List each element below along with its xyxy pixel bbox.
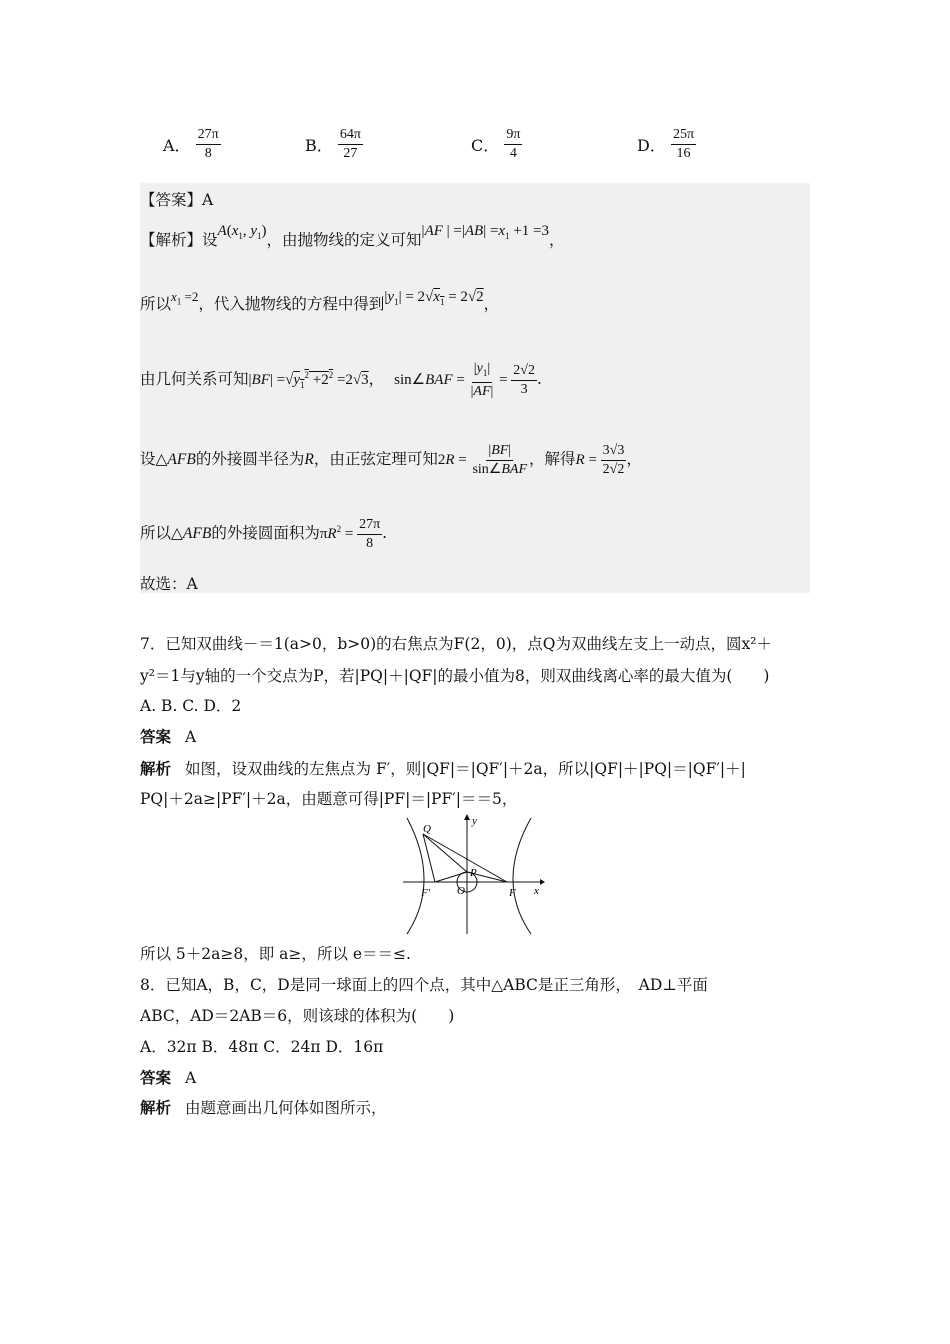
label-o: O [457, 885, 465, 897]
text: 所以 [140, 295, 172, 313]
formula-r-value: R = $\frac{3√3}{2√2}$ [575, 443, 625, 477]
label-x: x [534, 885, 539, 897]
option-fraction [671, 126, 696, 163]
option-letter: A． [163, 136, 191, 155]
answer-value: A [185, 1069, 197, 1087]
text: ，由正弦定理可知 [313, 449, 438, 468]
text: 所以△ [140, 523, 183, 542]
formula-sin-baf: sin∠BAF = $\frac{|y_1|}{|AF|}$ = $\frac{2√2}{3}$ [394, 361, 535, 399]
q7-answer [140, 725, 196, 747]
text: ，代入抛物线的方程中得到 [198, 295, 385, 313]
analysis-text: 由题意画出几何体如图所示， [185, 1099, 387, 1117]
option-letter: D． [637, 136, 666, 155]
analysis-line-5 [140, 516, 387, 553]
segment-qp [423, 834, 467, 872]
option-a [163, 126, 221, 163]
formula-x1: x1 =2 [171, 289, 199, 307]
label-y: y [472, 815, 477, 827]
x-axis-arrow [540, 879, 545, 885]
q8-line-2: ABC，AD＝2AB＝6，则该球的体积为( ) [140, 1007, 455, 1025]
text: ， [549, 231, 565, 249]
denominator: 8 [204, 146, 212, 161]
option-b [305, 126, 363, 163]
numerator: 25π [671, 126, 696, 145]
analysis-line-2 [140, 289, 500, 315]
option-letter: C． [471, 136, 500, 155]
triangle-name: AFB [182, 524, 212, 542]
y-axis-arrow [464, 814, 470, 820]
text: ， [483, 295, 500, 313]
q7-analysis-2: PQ|＋2a≥|PF′|＋2a，由题意可得|PF|＝|PF′|＝＝5， [140, 790, 518, 808]
option-c [471, 126, 522, 163]
numerator: 9π [504, 126, 522, 145]
option-d [637, 126, 696, 163]
formula-af-ab: |AF | $=|AB| =x_1 +1 =3$ [421, 223, 549, 241]
option-fraction [504, 126, 522, 163]
analysis-label: 【解析】设 [140, 231, 218, 249]
text: 由几何关系可知 [140, 369, 249, 388]
analysis-line-4 [140, 442, 642, 479]
analysis-text: 如图，设双曲线的左焦点为 F′，则|QF|＝|QF′|＋2a，所以|QF|＋|PQ|＝|QF′|＋| [185, 760, 746, 778]
q7-line-3: A. B. C. D．2 [140, 697, 242, 715]
segment-qfp [423, 834, 435, 882]
denominator: 16 [676, 146, 691, 161]
right-branch [513, 818, 531, 934]
option-fraction [196, 126, 221, 163]
answer-value: A [185, 728, 197, 746]
text: 设△ [140, 449, 168, 468]
answer-label: 答案 [140, 1068, 172, 1087]
formula-2r: 2R = $\frac{|BF|}{\text{sin∠BAF}}$ [437, 443, 528, 477]
text: 的外接圆面积为 [211, 523, 320, 542]
numerator: 27π [196, 126, 221, 145]
label-f: F [509, 887, 516, 899]
text: . [536, 369, 542, 388]
hyperbola-figure [395, 812, 555, 937]
analysis-line-3 [140, 360, 542, 401]
text: ， [626, 449, 642, 468]
text: ，由抛物线的定义可知 [266, 231, 422, 249]
q7-line-2: y²＝1与y轴的一个交点为P，若|PQ|＋|QF|的最小值为8，则双曲线离心率的最大值为( ) [140, 667, 770, 685]
label-p: P [470, 867, 477, 879]
q7-analysis-3: 所以 5＋2a≥8，即 a≥，所以 e＝＝≤. [140, 945, 411, 963]
q8-analysis-1 [140, 1096, 387, 1118]
label-q: Q [423, 823, 431, 835]
q8-line-3: A．32π B．48π C．24π D．16π [140, 1038, 384, 1056]
analysis-line-1 [140, 223, 565, 251]
numerator: 64π [338, 126, 363, 145]
triangle-name: AFB [167, 450, 196, 468]
analysis-label: 解析 [140, 1098, 172, 1117]
formula-y1: $|y_1| = 2√x_1 = 2√2$ [384, 289, 484, 307]
option-letter: B． [305, 136, 333, 155]
q7-analysis-1 [140, 757, 746, 779]
variable-r: R [304, 450, 314, 468]
option-fraction [338, 126, 363, 163]
formula-point-a: $A(x_1$, $y_1$) [217, 223, 267, 241]
q7-line-1: 7．已知双曲线－＝1(a>0，b>0)的右焦点为F(2，0)，点Q为双曲线左支上一动点，圆x²＋ [140, 635, 772, 653]
segment-qf [423, 834, 507, 882]
q8-answer [140, 1066, 196, 1088]
text: ，解得 [529, 449, 576, 468]
denominator: 27 [343, 146, 358, 161]
answer-line: 【答案】A [140, 191, 214, 209]
left-branch [407, 818, 424, 934]
analysis-label: 解析 [140, 759, 172, 778]
text: 的外接圆半径为 [195, 449, 305, 468]
text: . [382, 523, 388, 542]
formula-bf: $|BF| =√y_1^2 +2^2 =2√3$ [248, 369, 369, 390]
text: ， [368, 369, 385, 388]
label-f-prime: F′ [421, 887, 431, 899]
q8-line-1: 8．已知A，B，C，D是同一球面上的四个点，其中△ABC是正三角形， AD⊥平面 [140, 976, 708, 994]
answer-label: 答案 [140, 727, 172, 746]
formula-area: $\pi R^2$ = $\frac{27\pi}{8}$ [319, 517, 381, 551]
denominator: 4 [509, 146, 517, 161]
conclusion-line: 故选：A [140, 575, 198, 593]
segment-fpp [435, 872, 467, 882]
